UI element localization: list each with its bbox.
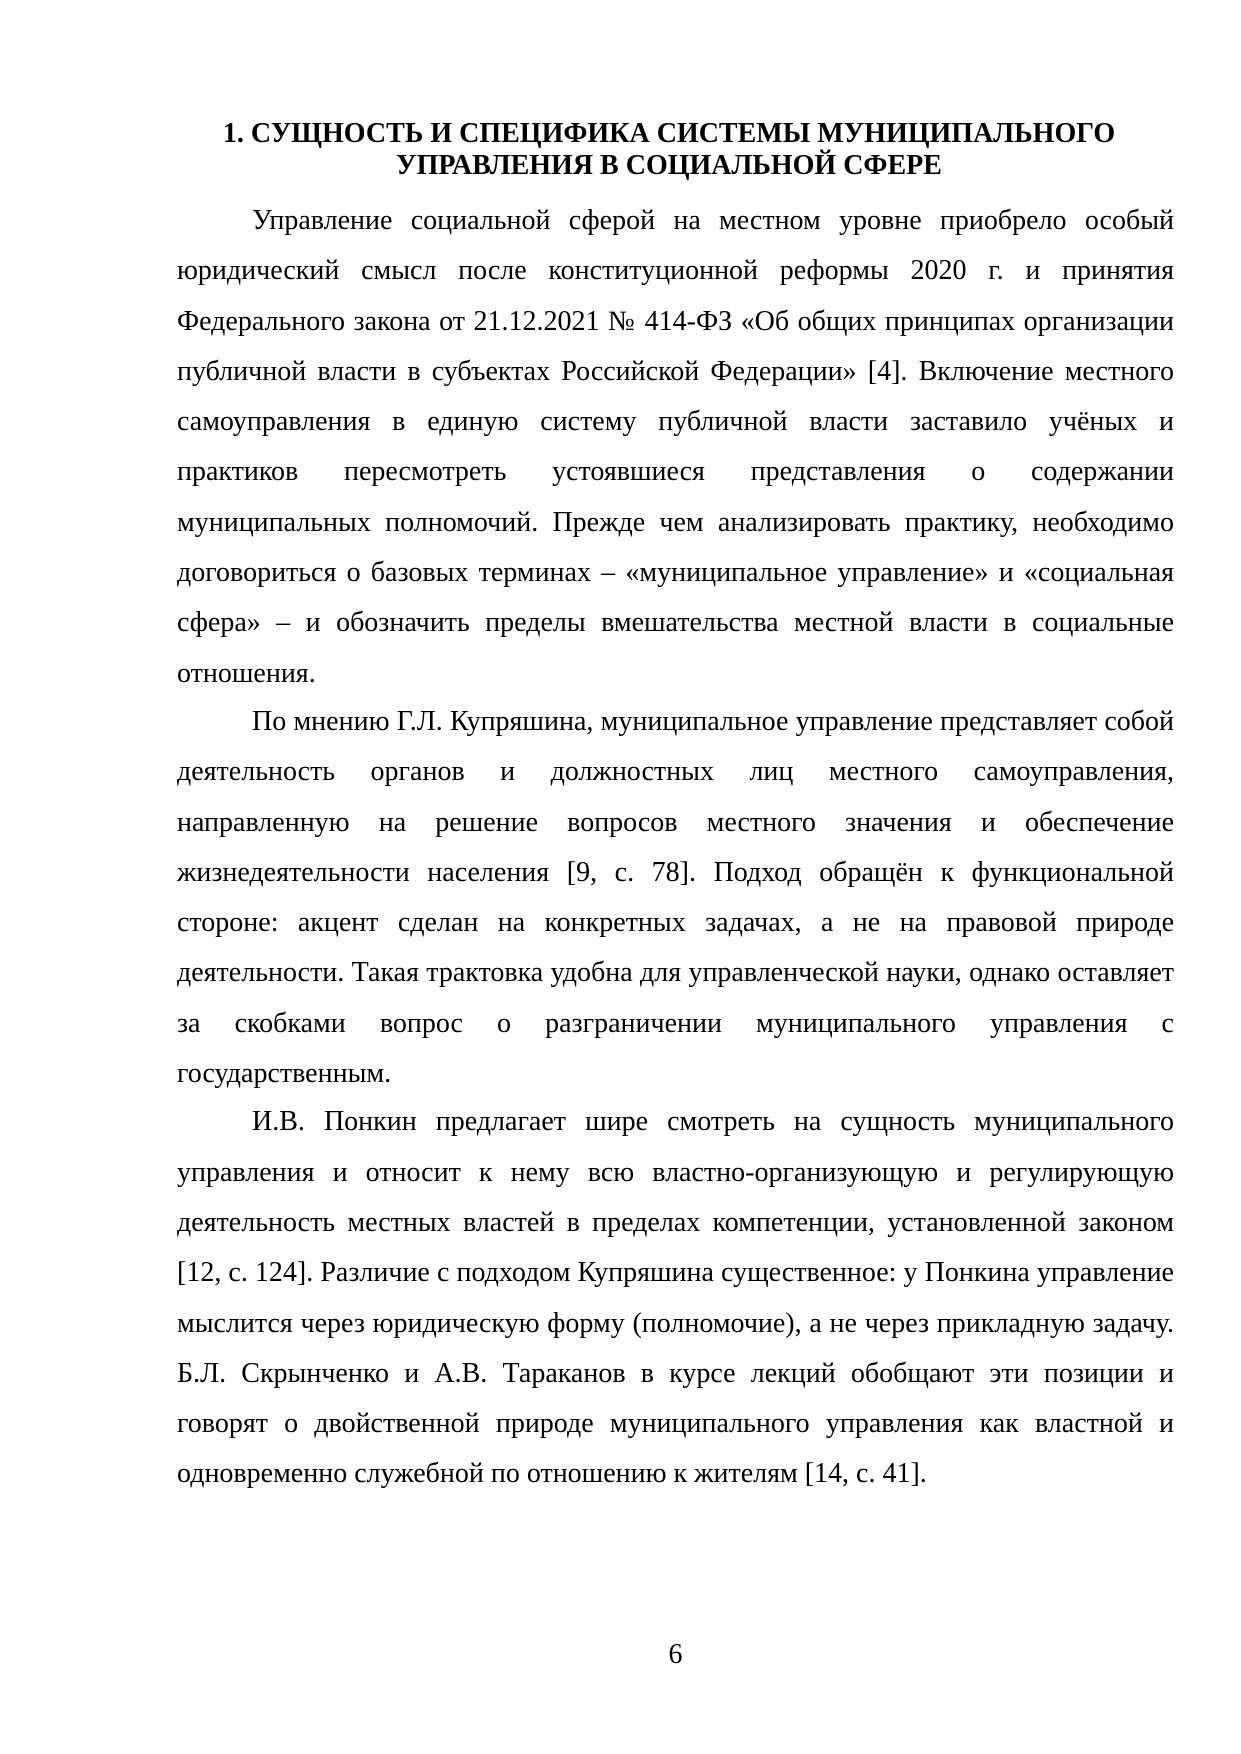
- page-number: 6: [668, 1639, 683, 1670]
- section-heading-line-1: 1. СУЩНОСТЬ И СПЕЦИФИКА СИСТЕМЫ МУНИЦИПАЛЬНОГО: [222, 118, 1116, 149]
- paragraph-2: По мнению Г.Л. Купряшина, муниципальное управление представляет собой деятельность органов и должностных лиц местного самоуправления, направленную на решение вопросов местного значения и обеспечение жизнедеятельности населения [9, с. 78]. Подход обращён к функциональной стороне: акцент сделан на конкретных задачах, а не на правовой природе деятельности. Такая трактовка удобна для управленческой науки, однако оставляет за скобками вопрос о разграничении муниципального управления с государственным.: [177, 705, 1174, 1090]
- section-heading-line-2: УПРАВЛЕНИЯ В СОЦИАЛЬНОЙ СФЕРЕ: [396, 150, 942, 181]
- body-text: [177, 196, 1174, 1498]
- section-heading: [160, 118, 1178, 182]
- paragraph-3: И.В. Понкин предлагает шире смотреть на сущность муниципального управления и относит к нему всю властно-организующую и регулирующую деятельность местных властей в пределах компетенции, установленной законом [12, с. 124]. Различие с подходом Купряшина существенное: у Понкина управление мыслится через юридическую форму (полномочие), а не через прикладную задачу. Б.Л. Скрынченко и А.В. Тараканов в курсе лекций обобщают эти позиции и говорят о двойственной природе муниципального управления как властной и одновременно служебной по отношению к жителям [14, с. 41].: [177, 1106, 1174, 1490]
- paragraph-1: Управление социальной сферой на местном уровне приобрело особый юридический смысл после конституционной реформы 2020 г. и принятия Федерального закона от 21.12.2021 № 414-ФЗ «Об общих принципах организации публичной власти в субъектах Российской Федерации» [4]. Включение местного самоуправления в единую систему публичной власти заставило учёных и практиков пересмотреть устоявшиеся представления о содержании муниципальных полномочий. Прежде чем анализировать практику, необходимо договориться о базовых терминах – «муниципальное управление» и «социальная сфера» – и обозначить пределы вмешательства местной власти в социальные отношения.: [177, 205, 1174, 689]
